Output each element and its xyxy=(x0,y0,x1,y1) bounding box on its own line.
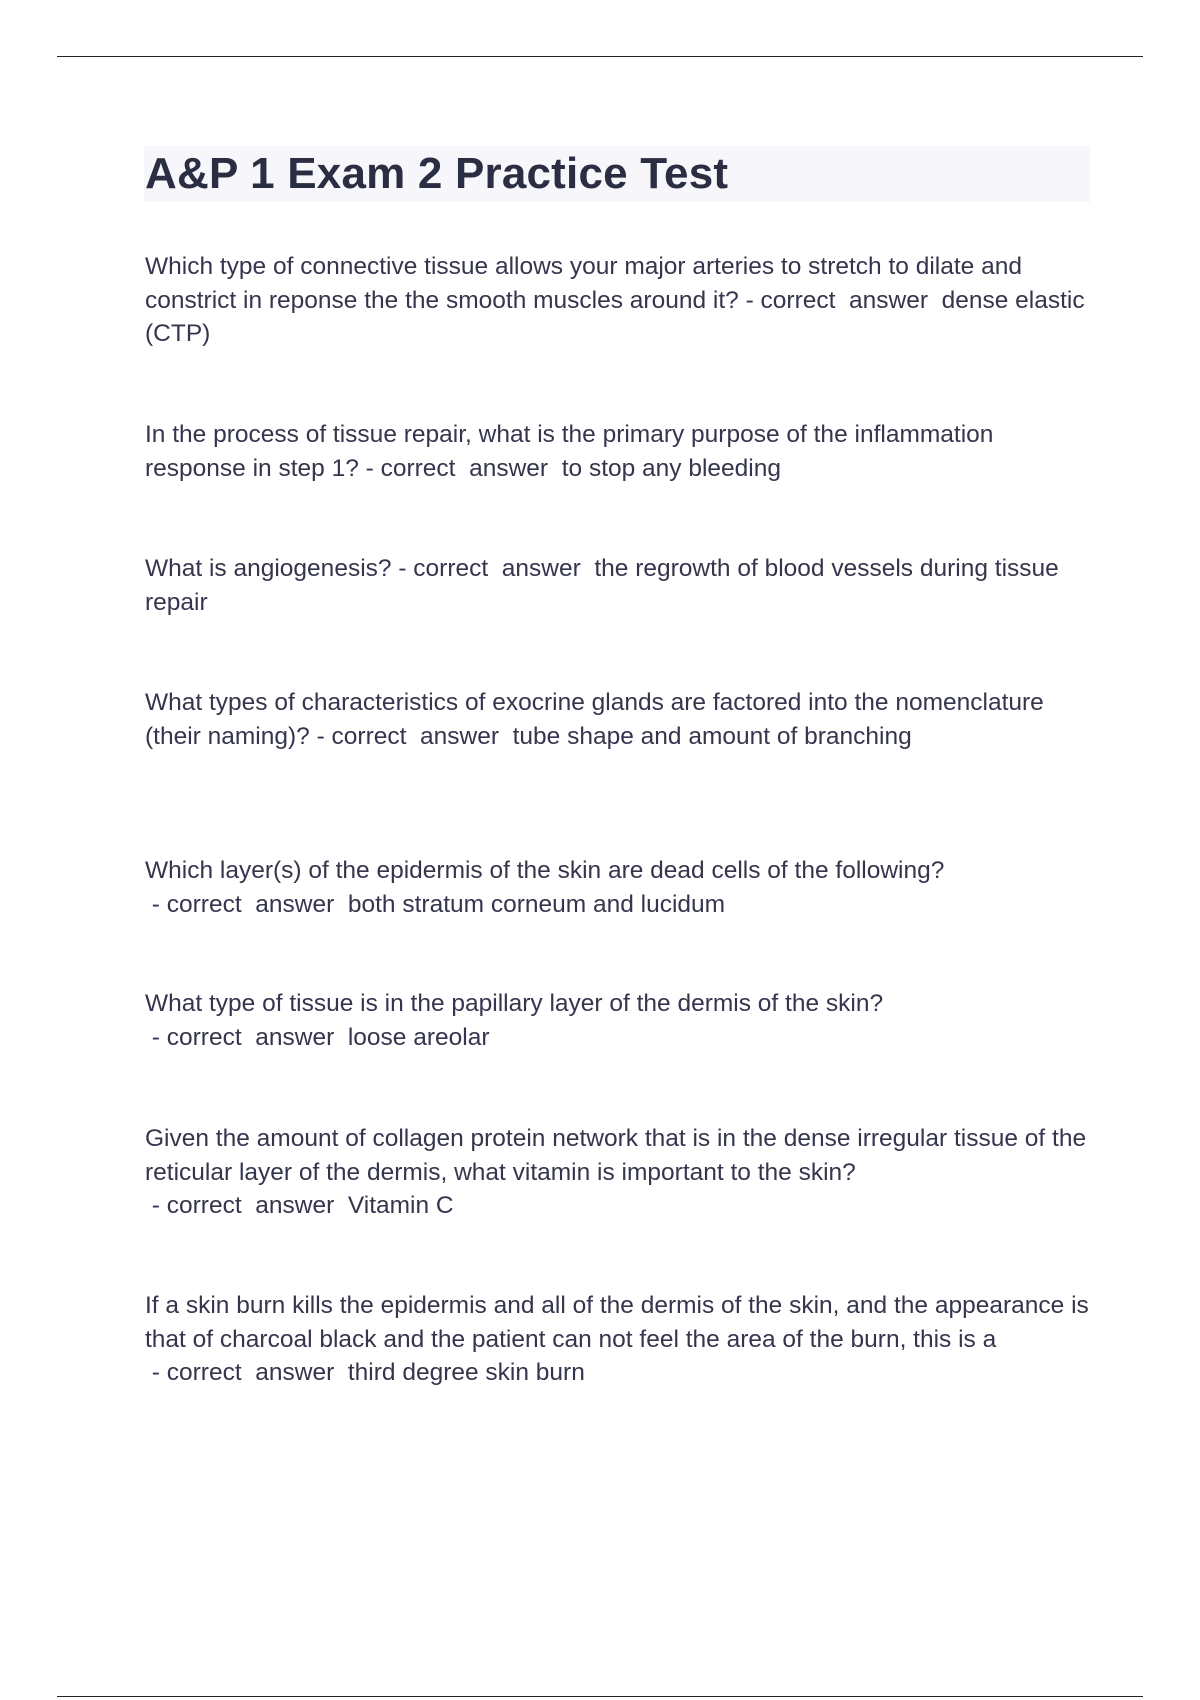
answer-text: the regrowth of blood vessels during tissue repair xyxy=(145,555,1059,616)
answer-text: dense elastic (CTP) xyxy=(145,286,1085,347)
qa-item xyxy=(145,250,1095,351)
qa-item xyxy=(145,686,1095,753)
answer-separator: - correct answer xyxy=(145,890,348,918)
answer-text: to stop any bleeding xyxy=(561,454,782,482)
qa-item xyxy=(145,854,1095,921)
question-text: Given the amount of collagen protein network that is in the dense irregular tissue of the reticular layer of the dermis, what vitamin is important to the skin? xyxy=(145,1125,1087,1186)
answer-text: third degree skin burn xyxy=(347,1359,585,1386)
answer-separator: - correct answer xyxy=(391,555,595,582)
qa-item xyxy=(145,987,1095,1054)
answer-separator: - correct answer xyxy=(309,722,513,750)
qa-item xyxy=(145,1289,1095,1390)
question-text: What type of tissue is in the papillary layer of the dermis of the skin? xyxy=(145,990,884,1017)
question-text: If a skin burn kills the epidermis and all of the dermis of the skin, and the appearance is that of charcoal black and the patient can not feel the area of the burn, this is a xyxy=(145,1292,1089,1353)
answer-separator: - correct answer xyxy=(145,1359,348,1386)
answer-text: both stratum corneum and lucidum xyxy=(347,890,726,918)
page-title: A&P 1 Exam 2 Practice Test xyxy=(145,149,729,198)
question-text: In the process of tissue repair, what is the primary purpose of the inflammation response in step 1? xyxy=(145,421,994,482)
answer-text: loose areolar xyxy=(347,1023,490,1051)
question-text: Which type of connective tissue allows your major arteries to stretch to dilate and constrict in reponse the the smooth muscles around it? xyxy=(145,253,1022,314)
bottom-rule xyxy=(57,1696,1143,1697)
question-text: Which layer(s) of the epidermis of the skin are dead cells of the following? xyxy=(145,857,945,884)
question-text: What is angiogenesis? xyxy=(145,555,392,582)
answer-separator: - correct answer xyxy=(145,1192,348,1219)
qa-item xyxy=(145,1122,1095,1223)
answer-separator: - correct answer xyxy=(145,1023,348,1051)
answer-text: tube shape and amount of branching xyxy=(512,722,912,750)
qa-item xyxy=(145,418,1095,485)
qa-item xyxy=(145,552,1095,619)
answer-separator: - correct answer xyxy=(738,286,942,314)
answer-text: Vitamin C xyxy=(347,1192,454,1219)
question-text: What types of characteristics of exocrine glands are factored into the nomenclature (their naming)? xyxy=(145,689,1044,750)
top-rule xyxy=(57,56,1143,57)
answer-separator: - correct answer xyxy=(358,454,562,482)
